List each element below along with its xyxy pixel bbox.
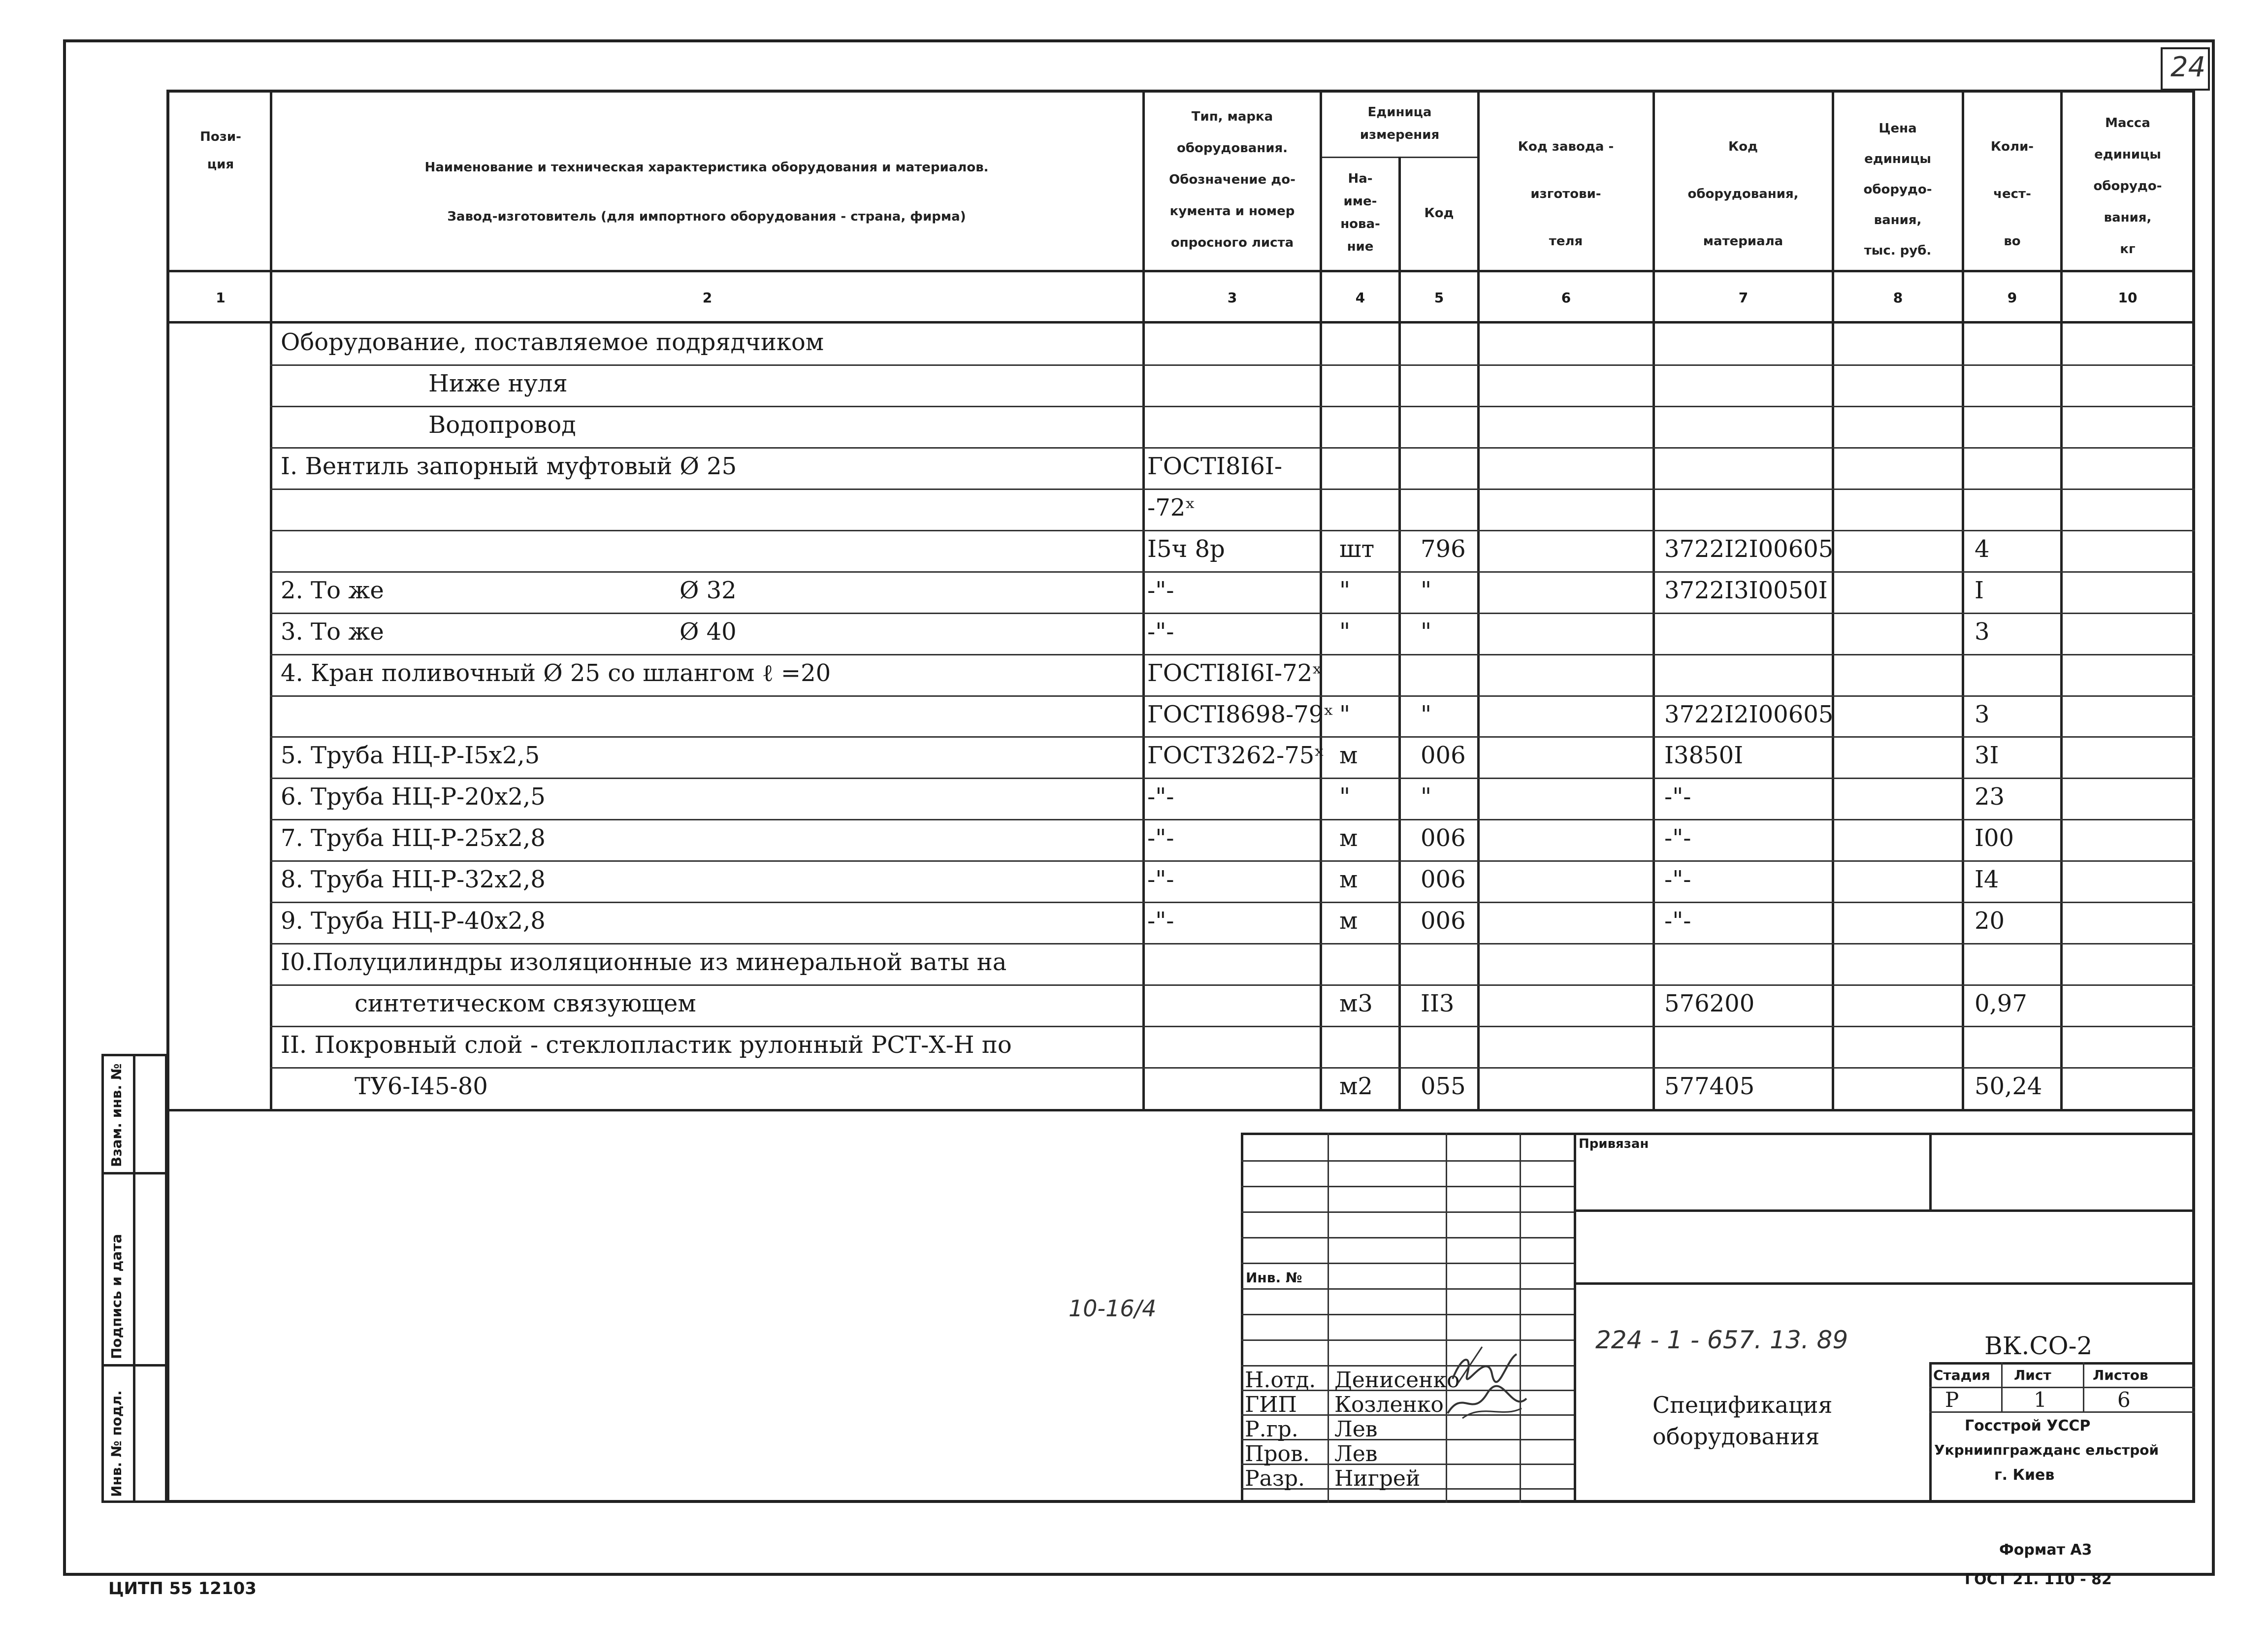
cell-qty: 23 <box>1975 783 2005 811</box>
cell-unit: " <box>1339 700 1351 728</box>
cell-unit: шт <box>1339 535 1375 563</box>
cell-name: 9. Труба НЦ-Р-40х2,8 <box>281 907 546 935</box>
cell-doc: I5ч 8р <box>1147 535 1225 563</box>
col-number-4: 4 <box>1355 290 1365 306</box>
side-label-replace-inv: Взам. инв. № <box>108 1063 125 1167</box>
col-number-1: 1 <box>216 290 226 306</box>
cell-code: -"- <box>1664 824 1691 852</box>
cell-doc: -"- <box>1147 824 1174 852</box>
role-person: Лев <box>1334 1441 1378 1466</box>
cell-unit-code: " <box>1421 576 1432 604</box>
doc-number: 224 - 1 - 657. 13. 89 <box>1595 1326 1848 1354</box>
cell-name: 4. Кран поливочный Ø 25 со шлангом ℓ =20 <box>281 659 831 687</box>
col-number-5: 5 <box>1434 290 1444 306</box>
page-number: 24 <box>2171 51 2206 83</box>
label-privyazan: Привязан <box>1579 1137 1649 1151</box>
col-number-6: 6 <box>1561 290 1571 306</box>
cell-code: -"- <box>1664 783 1691 811</box>
cell-doc: ГОСТI8698-79ˣ <box>1147 700 1334 728</box>
cell-doc: ГОСТI8I6I-72ˣ <box>1147 659 1323 687</box>
col-number-9: 9 <box>2007 290 2017 306</box>
cell-unit: " <box>1339 576 1351 604</box>
label-stage: Стадия <box>1933 1367 1990 1383</box>
org-line-2: Укрниипгражданс ельстрой <box>1934 1442 2159 1458</box>
org-line-1: Госстрой УССР <box>1965 1417 2091 1434</box>
signature-denisenko <box>1448 1344 1522 1389</box>
col-number-10: 10 <box>2118 290 2138 306</box>
cell-code: 3722I2I00605 <box>1664 535 1834 563</box>
role-label: ГИП <box>1245 1392 1297 1417</box>
sheets-value: 6 <box>2117 1388 2131 1412</box>
cell-unit: м <box>1339 742 1358 770</box>
cell-qty: I4 <box>1975 866 1999 894</box>
cell-name: 5. Труба НЦ-Р-I5х2,5 <box>281 742 540 770</box>
sheet-code: ВК.СО-2 <box>1984 1332 2093 1360</box>
cell-unit: м <box>1339 824 1358 852</box>
hdr-name: Наименование и техническая характеристика оборудования и материалов. Завод-изготовитель (для импортного оборудования - страна, фирма) <box>424 160 989 224</box>
role-person: Козленко <box>1334 1392 1444 1417</box>
cell-dia: Ø 40 <box>680 618 737 646</box>
hdr-mass: Масса единицы оборудо- вания, кг <box>2093 116 2162 257</box>
hdr-equipment-code: Код оборудования, материала <box>1687 139 1799 249</box>
cell-name: I0.Полуцилиндры изоляционные из минеральной ваты на <box>281 948 1007 977</box>
cell-unit-code: " <box>1421 618 1432 646</box>
cell-unit-code: 055 <box>1421 1073 1466 1101</box>
cell-unit-code: " <box>1421 783 1432 811</box>
cell-qty: I00 <box>1975 824 2014 852</box>
cell-unit: " <box>1339 618 1351 646</box>
cell-doc: ГОСТ3262-75ˣ <box>1147 742 1325 770</box>
signature-kozlenko <box>1443 1384 1531 1423</box>
cell-name: 6. Труба НЦ-Р-20х2,5 <box>281 783 546 811</box>
cell-dia: Ø 32 <box>680 576 737 604</box>
cell-name: синтетическом связующем <box>355 990 696 1018</box>
label-sheet: Лист <box>2014 1367 2051 1383</box>
cell-qty: 4 <box>1975 535 1990 563</box>
cell-unit: м2 <box>1339 1073 1373 1101</box>
cell-doc: -"- <box>1147 907 1174 935</box>
cell-name: 8. Труба НЦ-Р-32х2,8 <box>281 866 546 894</box>
sheet-value: 1 <box>2034 1388 2047 1412</box>
col-number-3: 3 <box>1227 290 1237 306</box>
doc-title-line-2: оборудования <box>1652 1423 1820 1450</box>
cell-name: I. Вентиль запорный муфтовый Ø 25 <box>281 452 737 480</box>
side-label-signature-date: Подпись и дата <box>108 1234 125 1359</box>
role-label: Пров. <box>1245 1441 1310 1466</box>
cell-unit-code: 006 <box>1421 742 1466 770</box>
hdr-position: Пози- ция <box>200 130 241 172</box>
cell-qty: 20 <box>1975 907 2005 935</box>
cell-name: 7. Труба НЦ-Р-25х2,8 <box>281 824 546 852</box>
cell-qty: I <box>1975 576 1984 604</box>
cell-unit-code: 006 <box>1421 866 1466 894</box>
hdr-quantity: Коли- чест- во <box>1990 139 2034 249</box>
hdr-price: Цена единицы оборудо- вания, тыс. руб. <box>1863 121 1932 258</box>
cell-code: I3850I <box>1664 742 1744 770</box>
cell-qty: 0,97 <box>1975 990 2027 1018</box>
footer-gost: ГОСТ 21. 110 - 82 <box>1965 1571 2112 1588</box>
role-person: Денисенко <box>1334 1368 1460 1393</box>
cell-unit-code: 006 <box>1421 907 1466 935</box>
role-person: Лев <box>1334 1417 1378 1442</box>
cell-unit-code: 796 <box>1421 535 1466 563</box>
stage-value: Р <box>1945 1388 1959 1412</box>
cell-doc: -"- <box>1147 618 1174 646</box>
col-number-7: 7 <box>1738 290 1749 306</box>
label-inv-no: Инв. № <box>1246 1270 1302 1286</box>
label-sheets: Листов <box>2093 1367 2148 1383</box>
cell-name: 3. То же <box>281 618 384 646</box>
col-number-8: 8 <box>1893 290 1903 306</box>
cell-code: 576200 <box>1664 990 1755 1018</box>
doc-title-line-1: Спецификация <box>1652 1392 1833 1418</box>
role-label: Разр. <box>1245 1466 1305 1491</box>
cell-name: II. Покровный слой - стеклопластик рулонный РСТ-Х-Н по <box>281 1031 1012 1059</box>
cell-code: -"- <box>1664 866 1691 894</box>
cell-qty: 3I <box>1975 742 1999 770</box>
cell-doc: -"- <box>1147 783 1174 811</box>
cell-code: 3722I2I00605 <box>1664 700 1834 728</box>
cell-name: Ниже нуля <box>428 369 568 397</box>
cell-name: 2. То же <box>281 576 384 604</box>
cell-code: 3722I3I0050I <box>1664 576 1828 604</box>
cell-qty: 3 <box>1975 700 1990 728</box>
cell-name: Водопровод <box>428 411 576 439</box>
cell-doc: ГОСТI8I6I- <box>1147 452 1283 480</box>
role-label: Н.отд. <box>1245 1368 1316 1393</box>
cell-code: -"- <box>1664 907 1691 935</box>
side-label-inv-orig: Инв. № подл. <box>108 1390 125 1497</box>
cell-doc: -"- <box>1147 866 1174 894</box>
cell-unit-code: 006 <box>1421 824 1466 852</box>
hdr-factory-code: Код завода - изготови- теля <box>1518 139 1614 249</box>
org-line-3: г. Киев <box>1994 1466 2055 1484</box>
cell-qty: 3 <box>1975 618 1990 646</box>
cell-qty: 50,24 <box>1975 1073 2042 1101</box>
role-label: Р.гр. <box>1245 1417 1298 1442</box>
cell-unit-code: II3 <box>1421 990 1455 1018</box>
cell-unit: м <box>1339 866 1358 894</box>
hdr-unit-code: Код <box>1424 206 1454 221</box>
col-number-2: 2 <box>702 290 713 306</box>
cell-code: 577405 <box>1664 1073 1755 1101</box>
footer-left: ЦИТП 55 12103 <box>108 1579 257 1598</box>
cell-unit-code: " <box>1421 700 1432 728</box>
cell-unit: м <box>1339 907 1358 935</box>
role-person: Нигрей <box>1334 1466 1421 1491</box>
footer-format: Формат А3 <box>1999 1541 2092 1559</box>
cell-doc: -72ˣ <box>1147 493 1196 521</box>
handwritten-note: 10-16/4 <box>1069 1295 1157 1322</box>
hdr-unit: Единица измерения <box>1360 105 1440 142</box>
hdr-type-doc: Тип, марка оборудования. Обозначение до- кумента и номер опросного листа <box>1169 109 1296 250</box>
cell-unit: " <box>1339 783 1351 811</box>
cell-unit: м3 <box>1339 990 1373 1018</box>
cell-name: Оборудование, поставляемое подрядчиком <box>281 328 824 356</box>
hdr-unit-name: На- имe- нова- ние <box>1340 171 1380 254</box>
cell-name: ТУ6-I45-80 <box>355 1073 488 1101</box>
cell-doc: -"- <box>1147 576 1174 604</box>
